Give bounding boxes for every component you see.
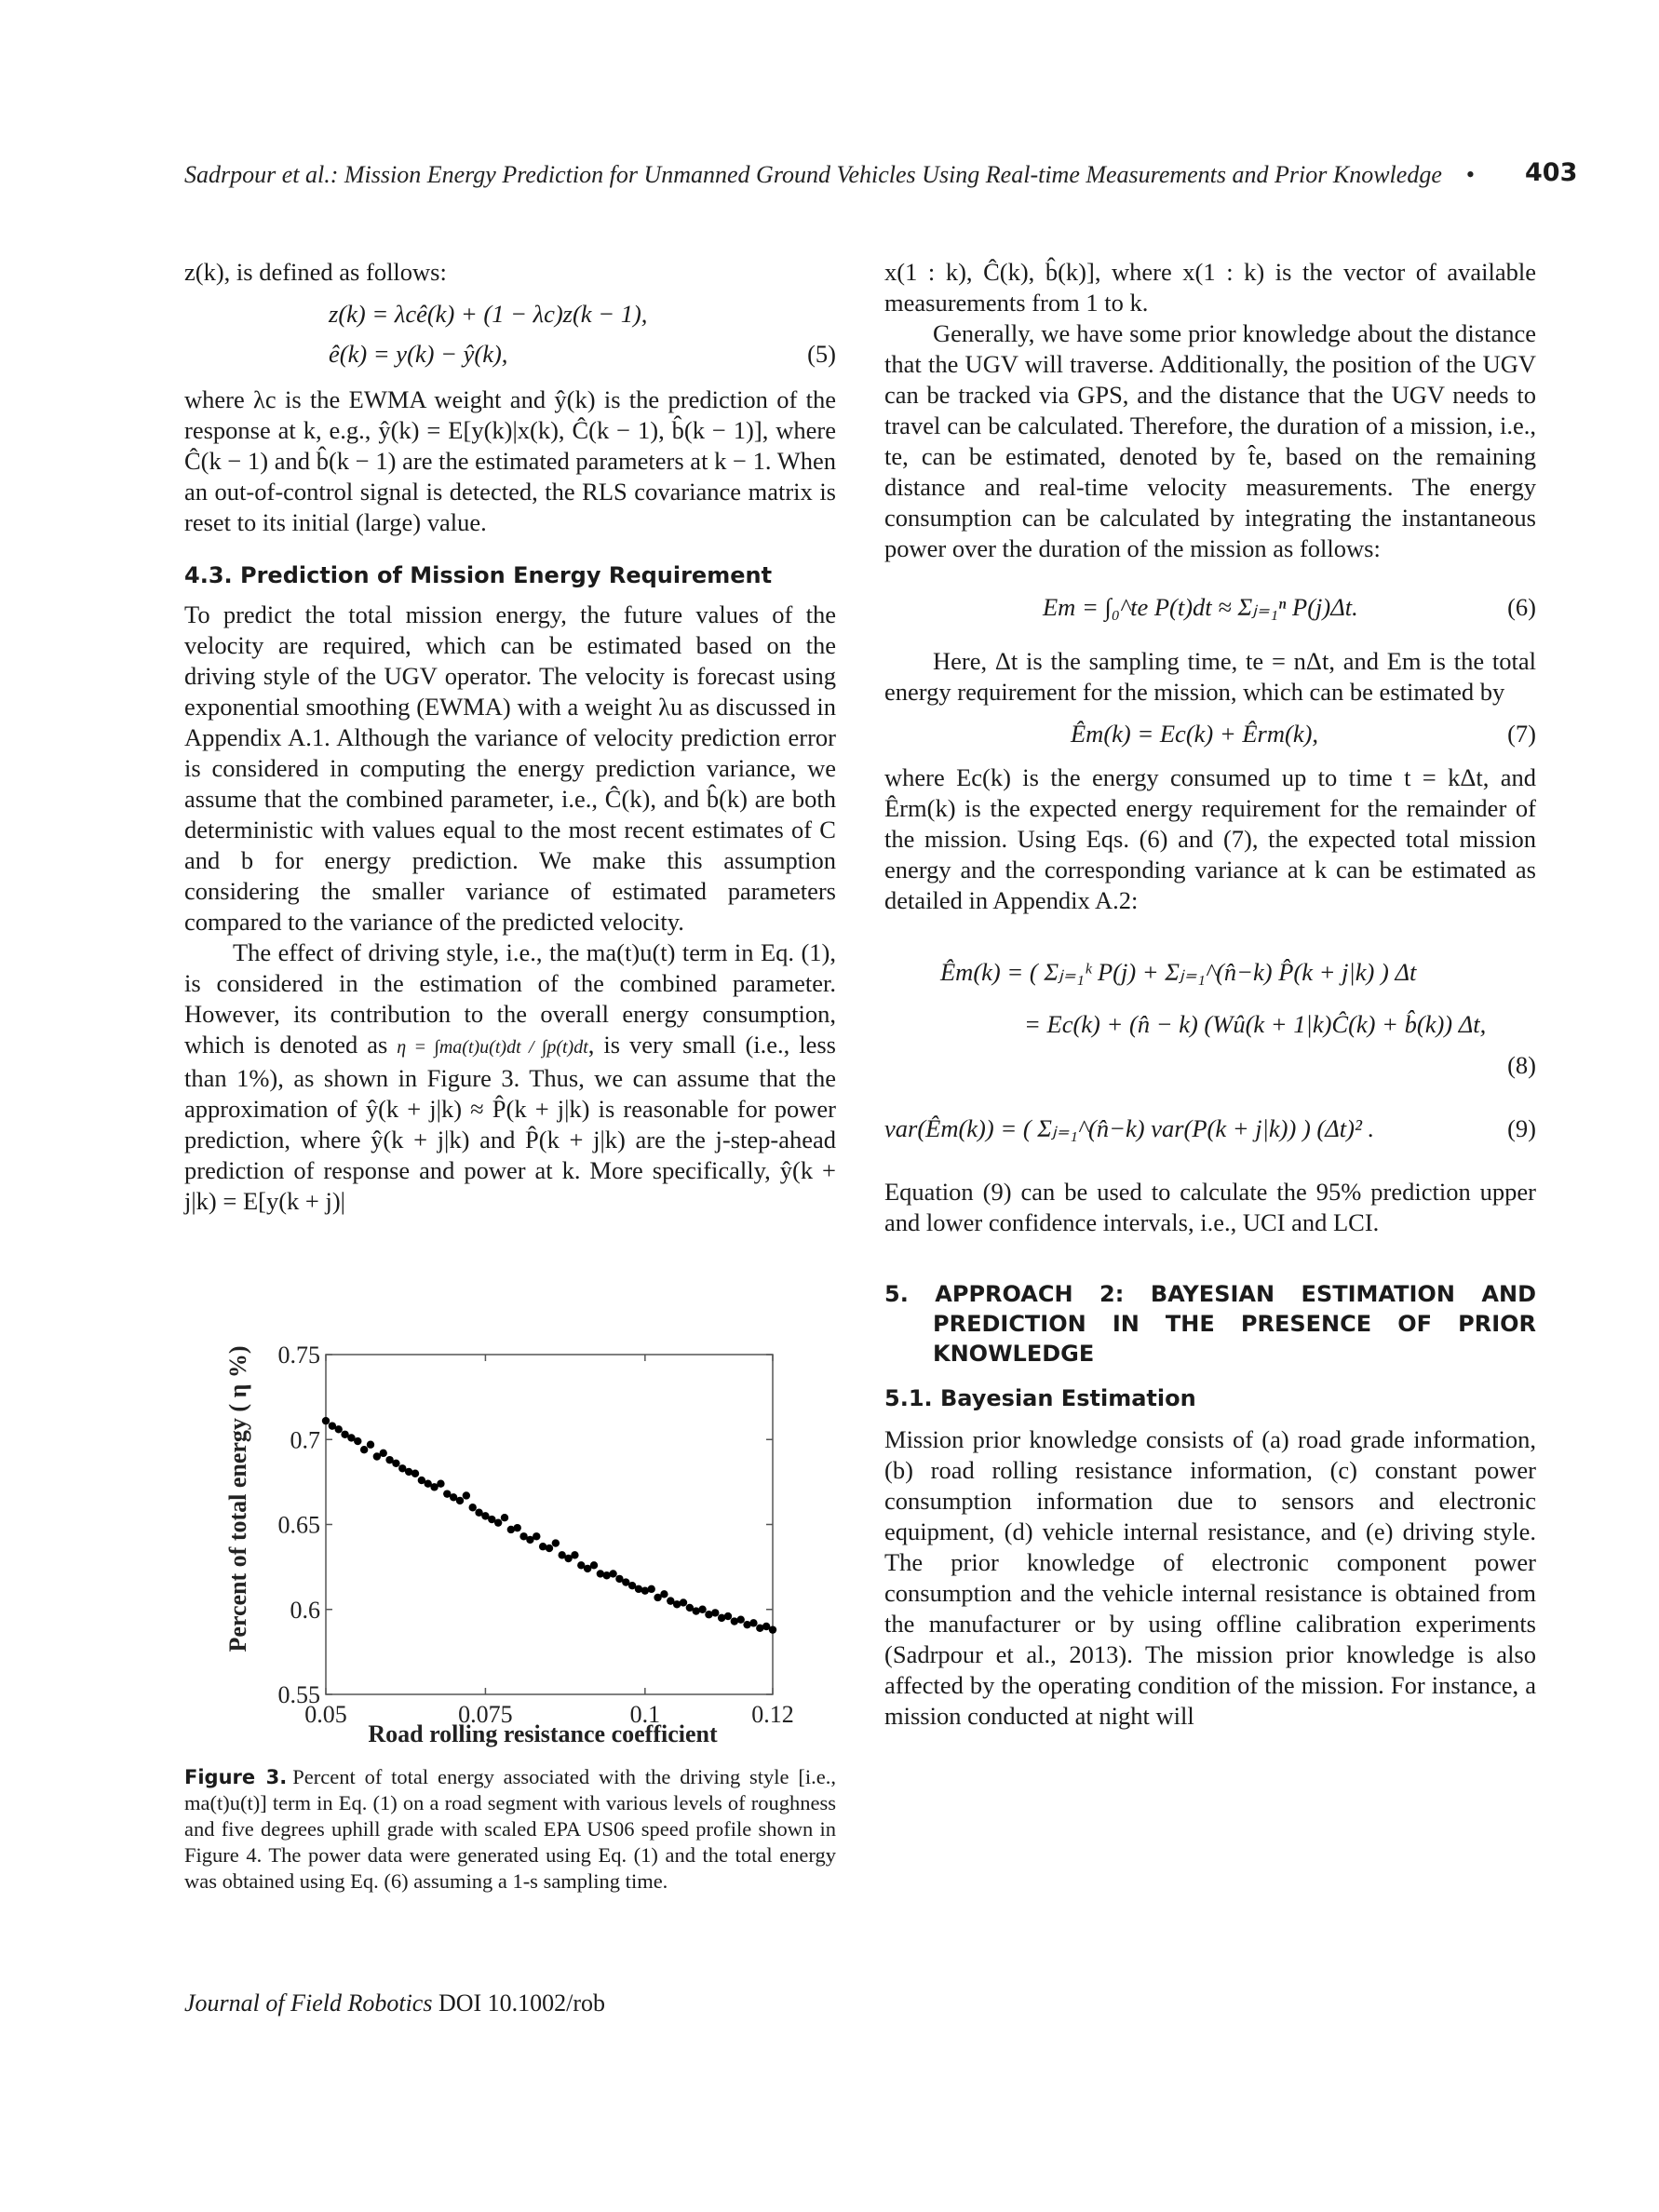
data-point <box>552 1539 560 1546</box>
y-tick-label: 0.75 <box>277 1342 320 1369</box>
plot-frame <box>326 1355 773 1694</box>
data-point <box>590 1561 598 1569</box>
page-footer <box>184 1989 605 2017</box>
right-paragraph-prior-knowledge: Generally, we have some prior knowledge about the distance that the UGV will traverse. Additionally, the position of the UGV can be tracked via GPS, and the distance that the UGV needs to travel can be calculated. Therefore, the duration of a mission, i.e., te, can be estimated, denoted by t̂e, based on the remaining distance and real-time velocity measurements. The energy consumption can be calculated by integrating the instantaneous power over the duration of the mission as follows: <box>884 319 1536 562</box>
section-heading-4-3: 4.3. Prediction of Mission Energy Requirement <box>184 562 773 588</box>
equation-5a <box>184 299 836 330</box>
running-head <box>184 161 1581 189</box>
right-paragraph-sampling: Here, Δt is the sampling time, te = nΔt, and Em is the total energy requirement for the mission, which can be estimated by <box>884 647 1536 706</box>
y-tick-label: 0.6 <box>290 1596 320 1624</box>
driving-style-text-a: The effect of driving style, i.e., the ma(t)u(t) term in Eq. (1), is considered in the estimation of the combined parameter. However, its contribution to the overall energy consumption, which is denoted as <box>184 938 836 1059</box>
right-column <box>884 257 1536 1732</box>
running-head-text: Sadrpour et al.: Mission Energy Prediction for Unmanned Ground Vehicles Using Real-time Measurements and Prior Knowledge <box>184 161 1442 188</box>
data-point <box>437 1480 444 1488</box>
figure-3-chart <box>223 1331 819 1778</box>
equation-9-number: (9) <box>1507 1114 1536 1142</box>
data-point <box>322 1417 330 1424</box>
data-point <box>571 1551 578 1558</box>
data-point <box>367 1441 374 1449</box>
left-paragraph-intro: z(k), is defined as follows: <box>184 258 447 286</box>
equation-5a-text: z(k) = λcê(k) + (1 − λc)z(k − 1), <box>329 300 648 328</box>
left-column <box>184 257 836 1217</box>
chart-y-label: Percent of total energy ( η %) <box>224 1345 251 1652</box>
section-heading-5-1: 5.1. Bayesian Estimation <box>884 1385 1196 1411</box>
data-point <box>469 1504 477 1511</box>
x-tick-label: 0.075 <box>458 1701 513 1728</box>
left-paragraph-prediction: To predict the total mission energy, the future values of the velocity are required, which can be estimated based on the driving style of the UGV operator. The velocity is forecast using exponential smoothing (EWMA) with a weight λu as discussed in Appendix A.1. Although the variance of velocity prediction error is considered in computing the energy prediction variance, we assume that the combined parameter, i.e., Ĉ(k), and b̂(k) are both deterministic with values equal to the most recent estimates of C and b for energy prediction. We make this assumption considering the smaller variance of estimated parameters compared to the variance of the predicted velocity. <box>184 600 836 936</box>
data-point <box>380 1450 387 1457</box>
equation-8b-text: = Ec(k) + (n̂ − k) (Wû(k + 1|k)Ĉ(k) + b̂(k)) Δt, <box>1024 1010 1487 1038</box>
journal-doi: DOI 10.1002/rob <box>432 1989 606 2016</box>
equation-8b <box>884 1004 1536 1046</box>
journal-name: Journal of Field Robotics <box>184 1989 433 2016</box>
data-point <box>411 1470 419 1477</box>
right-paragraph-expected-energy: where Ec(k) is the energy consumed up to time t = kΔt, and Êrm(k) is the expected energy requirement for the remainder of the mission. Using Eqs. (6) and (7), the expected total mission energy and the corresponding variance at k can be estimated as detailed in Appendix A.2: <box>884 763 1536 914</box>
data-point <box>392 1460 399 1467</box>
data-point <box>354 1437 361 1445</box>
equation-8a <box>884 944 1536 1000</box>
equation-6-number: (6) <box>1507 593 1536 621</box>
right-paragraph-confidence: Equation (9) can be used to calculate the 95% prediction upper and lower confidence intervals, i.e., UCI and LCI. <box>884 1178 1536 1236</box>
data-point <box>335 1425 343 1433</box>
right-paragraph-bayesian: Mission prior knowledge consists of (a) road grade information, (b) road rolling resistance information, (c) constant power consumption information due to sensors and electronic equipment, (d) vehicle internal resistance, and (e) driving style. The prior knowledge of electronic component power consumption and the vehicle internal resistance is obtained from the manufacturer or by using offline calibration experiments (Sadrpour et al., 2013). The mission prior knowledge is also affected by the operating condition of the mission. For instance, a mission conducted at night will <box>884 1425 1536 1730</box>
equation-7 <box>884 719 1536 749</box>
right-paragraph-continued: x(1 : k), Ĉ(k), b̂(k)], where x(1 : k) is the vector of available measurements from 1 to k. <box>884 258 1536 317</box>
y-tick-label: 0.7 <box>290 1426 320 1454</box>
x-tick-label: 0.12 <box>751 1701 794 1728</box>
left-paragraph-ewma: where λc is the EWMA weight and ŷ(k) is the prediction of the response at k, e.g., ŷ(k) = E[y(k)|x(k), Ĉ(k − 1), b̂(k − 1)], where Ĉ(k − 1) and b̂(k − 1) are the estimated parameters at k − 1. When an out-of-control signal is detected, the RLS covariance matrix is reset to its initial (large) value. <box>184 385 836 536</box>
data-point <box>680 1598 687 1606</box>
data-point <box>456 1497 464 1504</box>
equation-6-text: Em = ∫₀^te P(t)dt ≈ Σⱼ₌₁ⁿ P(j)Δt. <box>1043 593 1358 621</box>
equation-8-number: (8) <box>1507 1051 1536 1079</box>
data-point <box>609 1570 616 1577</box>
figure-3-caption <box>184 1764 836 1895</box>
data-point <box>749 1619 757 1626</box>
x-tick-label: 0.1 <box>629 1701 661 1728</box>
chart-x-label: Road rolling resistance coefficient <box>368 1720 718 1747</box>
equation-7-number: (7) <box>1507 720 1536 748</box>
equation-5b <box>184 339 836 370</box>
driving-style-text-b: , is very small (i.e., less than 1%), as shown in Figure 3. Thus, we can assume that the approximation of ŷ(k + j|k) ≈ P̂(k + j|k) is reasonable for power prediction, where ŷ(k + j|k) and P̂(k + j|k) are the j-step-ahead prediction of response and power at k. More specifically, ŷ(k + j|k) = E[y(k + j)| <box>184 1031 836 1215</box>
data-point <box>724 1612 732 1620</box>
left-paragraph-driving-style <box>184 937 836 1217</box>
equation-7-text: Êm(k) = Ec(k) + Êrm(k), <box>1071 720 1319 748</box>
figure-3-caption-text: Percent of total energy associated with the driving style [i.e., ma(t)u(t)] term in Eq. (1) on a road segment with various levels of roughness and five degrees uphill grade with scaled EPA US06 speed profile shown in Figure 4. The power data were generated using Eq. (1) and the total energy was obtained using Eq. (6) assuming a 1-s sampling time. <box>184 1765 836 1893</box>
data-point <box>463 1491 470 1499</box>
running-head-bullet: • <box>1465 161 1475 188</box>
equation-8-number-row <box>884 1050 1536 1084</box>
equation-9 <box>884 1100 1536 1156</box>
section-heading-5: 5. APPROACH 2: BAYESIAN ESTIMATION AND PREDICTION IN THE PRESENCE OF PRIOR KNOWLEDGE <box>884 1281 1536 1367</box>
x-tick-label: 0.05 <box>304 1701 347 1728</box>
data-point <box>546 1544 553 1552</box>
data-point <box>360 1446 368 1453</box>
equation-5b-text: ê(k) = y(k) − ŷ(k), <box>329 340 508 368</box>
y-tick-label: 0.65 <box>277 1511 320 1539</box>
data-point <box>711 1609 719 1616</box>
data-point <box>648 1585 655 1593</box>
data-point <box>514 1524 521 1531</box>
y-tick-label: 0.55 <box>277 1681 320 1708</box>
data-point <box>660 1590 668 1598</box>
eta-expression: η = ∫ma(t)u(t)dt / ∫p(t)dt <box>397 1037 588 1058</box>
chart-points <box>322 1417 776 1634</box>
equation-8a-text: Êm(k) = ( Σⱼ₌₁ᵏ P(j) + Σⱼ₌₁^(n̂−k) P̂(k + j|k) ) Δt <box>940 958 1417 986</box>
equation-6 <box>884 583 1536 631</box>
data-point <box>698 1606 706 1613</box>
page-number: 403 <box>1525 158 1578 187</box>
figure-3-label: Figure 3. <box>184 1766 288 1788</box>
data-point <box>737 1616 745 1624</box>
equation-9-text: var(Êm(k)) = ( Σⱼ₌₁^(n̂−k) var(P(k + j|k)) ) (Δt)² . <box>884 1114 1375 1142</box>
data-point <box>533 1532 540 1540</box>
data-point <box>501 1514 508 1521</box>
data-point <box>494 1518 502 1526</box>
equation-5-number: (5) <box>807 340 836 368</box>
data-point <box>769 1625 776 1633</box>
